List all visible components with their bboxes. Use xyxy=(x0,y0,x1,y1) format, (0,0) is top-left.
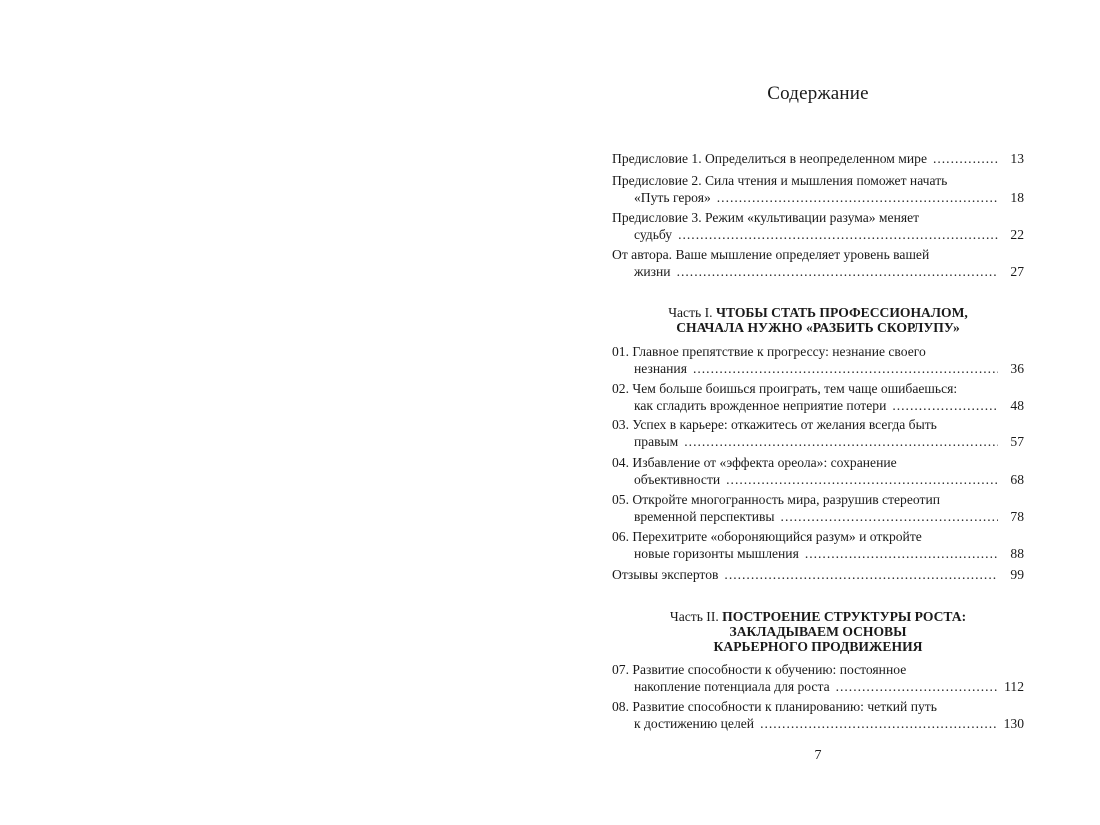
page-ref: 78 xyxy=(1010,509,1024,524)
entry-title: Предисловие 2. Сила чтения и мышления поможет начать xyxy=(612,173,948,188)
page-ref: 22 xyxy=(1010,227,1024,242)
leader-dots xyxy=(836,678,998,695)
toc-entry-chapter-05[interactable] xyxy=(612,491,1024,525)
entry-title-cont: «Путь героя» xyxy=(634,190,711,205)
page-ref: 68 xyxy=(1010,472,1024,487)
entry-title-cont: новые горизонты мышления xyxy=(634,546,799,561)
entry-title-cont: объективности xyxy=(634,472,721,487)
part-2-heading xyxy=(612,609,1024,654)
entry-title: 03. Успех в карьере: откажитесь от желания всегда быть xyxy=(612,417,937,432)
page-ref: 88 xyxy=(1010,546,1024,561)
part-title-line: ПОСТРОЕНИЕ СТРУКТУРЫ РОСТА: xyxy=(722,609,967,624)
part-title-line: ЗАКЛАДЫВАЕМ ОСНОВЫ xyxy=(729,624,907,639)
toc-entry-chapter-08[interactable] xyxy=(612,698,1024,732)
entry-title: 08. Развитие способности к планированию: четкий путь xyxy=(612,699,937,714)
entry-title-cont: судьбу xyxy=(634,227,673,242)
toc-entry-preface-2[interactable] xyxy=(612,172,1024,206)
part-prefix: Часть I. xyxy=(668,305,713,320)
entry-title: Предисловие 1. Определиться в неопределенном мире xyxy=(612,151,927,166)
page-ref: 27 xyxy=(1010,264,1024,279)
leader-dots xyxy=(781,508,998,525)
page-ref: 57 xyxy=(1010,434,1024,449)
entry-title-cont: накопление потенциала для роста xyxy=(634,679,830,694)
toc-entry-chapter-02[interactable] xyxy=(612,380,1024,414)
leader-dots xyxy=(805,545,998,562)
toc-entry-chapter-06[interactable] xyxy=(612,528,1024,562)
leader-dots xyxy=(693,360,998,377)
entry-title: 06. Перехитрите «обороняющийся разум» и откройте xyxy=(612,529,922,544)
leader-dots xyxy=(677,263,998,280)
toc-entry-chapter-04[interactable] xyxy=(612,454,1024,488)
entry-title: 07. Развитие способности к обучению: постоянное xyxy=(612,662,907,677)
part-title-line: КАРЬЕРНОГО ПРОДВИЖЕНИЯ xyxy=(713,639,923,654)
entry-title: 02. Чем больше боишься проиграть, тем чаще ошибаешься: xyxy=(612,381,958,396)
entry-title: Отзывы экспертов xyxy=(612,567,719,582)
toc-title: Содержание xyxy=(767,83,869,104)
toc-entry-preface-3[interactable] xyxy=(612,209,1024,243)
leader-dots xyxy=(726,471,998,488)
part-title-line: ЧТОБЫ СТАТЬ ПРОФЕССИОНАЛОМ, xyxy=(715,305,968,320)
leader-dots xyxy=(892,397,998,414)
part-1-heading xyxy=(612,305,1024,335)
page-ref: 99 xyxy=(1010,567,1024,582)
page-ref: 48 xyxy=(1010,398,1024,413)
entry-title-cont: к достижению целей xyxy=(634,716,755,731)
toc-entry-expert-reviews[interactable] xyxy=(612,566,1024,583)
entry-title-cont: как сгладить врожденное неприятие потери xyxy=(634,398,887,413)
page-ref: 18 xyxy=(1010,190,1024,205)
leader-dots xyxy=(933,150,998,167)
toc-entry-from-author[interactable] xyxy=(612,246,1024,280)
part-prefix: Часть II. xyxy=(669,609,719,624)
part-title-line: СНАЧАЛА НУЖНО «РАЗБИТЬ СКОРЛУПУ» xyxy=(676,320,960,335)
page-ref: 13 xyxy=(1010,151,1024,166)
page-ref: 36 xyxy=(1010,361,1024,376)
leader-dots xyxy=(760,715,998,732)
entry-title-cont: незнания xyxy=(634,361,687,376)
toc-entry-chapter-03[interactable] xyxy=(612,416,1024,450)
entry-title: От автора. Ваше мышление определяет уровень вашей xyxy=(612,247,930,262)
leader-dots xyxy=(678,226,998,243)
entry-title: 05. Откройте многогранность мира, разрушив стереотип xyxy=(612,492,940,507)
leader-dots xyxy=(724,566,998,583)
entry-title: 04. Избавление от «эффекта ореола»: сохранение xyxy=(612,455,897,470)
entry-title-cont: жизни xyxy=(634,264,671,279)
page-ref: 112 xyxy=(1004,679,1024,694)
toc-entry-chapter-01[interactable] xyxy=(612,343,1024,377)
right-page xyxy=(612,0,1024,825)
entry-title-cont: правым xyxy=(634,434,679,449)
toc-entry-chapter-07[interactable] xyxy=(612,661,1024,695)
toc-entry-preface-1[interactable] xyxy=(612,150,1024,167)
entry-title: 01. Главное препятствие к прогрессу: незнание своего xyxy=(612,344,926,359)
leader-dots xyxy=(717,189,998,206)
page-number: 7 xyxy=(814,748,822,763)
entry-title: Предисловие 3. Режим «культивации разума» меняет xyxy=(612,210,920,225)
entry-title-cont: временной перспективы xyxy=(634,509,775,524)
leader-dots xyxy=(684,433,998,450)
page-ref: 130 xyxy=(1003,716,1024,731)
